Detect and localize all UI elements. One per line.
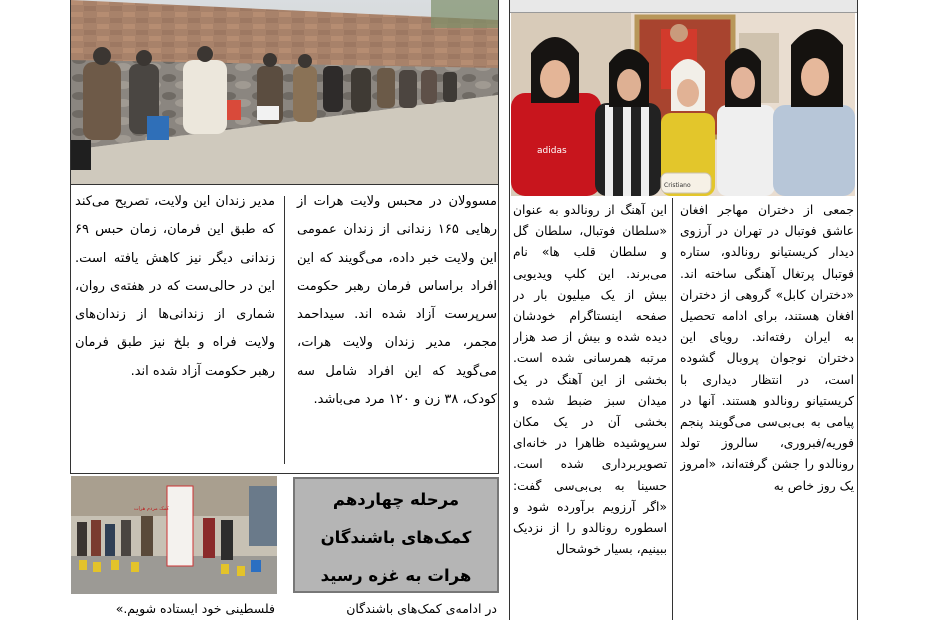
column-divider <box>284 196 285 464</box>
aid-headline-line: هرات به غزه رسید <box>320 566 472 585</box>
aid-headline-line: کمک‌های باشندگان <box>320 528 472 547</box>
column-divider <box>857 0 858 620</box>
aid-article-text: فلسطینی خود ایستاده شویم.» <box>115 601 275 616</box>
cake-text: Cristiano <box>664 182 691 189</box>
section-header-strip <box>509 0 858 13</box>
aid-headline-box <box>293 477 499 593</box>
column-divider <box>509 0 510 620</box>
aid-headline-line: مرحله چهاردهم <box>332 490 460 509</box>
prison-article-column-left <box>75 188 275 468</box>
gaza-aid-photo <box>71 476 277 594</box>
section-divider <box>70 473 499 474</box>
aid-article-snippet-right <box>297 599 497 620</box>
column-divider <box>70 0 71 474</box>
football-article-text: جمعی از دختران مهاجر افغان عاشق فوتبال در تهران در آرزوی دیدار کریستیانو رونالدو، ستاره فوتبال پرتغال آهنگی ساخته اند. «دختران کابل» گروهی از دختران افغان هستند، برای ادامه تحصیل به ایران رفته‌اند. رویای این دختران نوجوان پروبال گشوده است، در انتظار دیداری با کریستیانو رونالدو هستند. آنها در پیامی به بی‌بی‌سی می‌گویند پنجم فوریه/فبروری، سالروز تولد رونالدو را جشن گرفته‌اند، «امروز یک روز خاص به <box>680 203 854 493</box>
prison-article-text: مسوولان در محبس ولایت هرات از رهایی ۱۶۵ زندانی از زندان عمومی این ولایت خبر داده، می‌گویند که این افراد براساس فرمان رهبر حکومت سرپرست آزاد شده اند. سیداحمد مجمر، مدیر زندان ولایت هرات، می‌گوید که این افراد شامل سه کودک، ۳۸ زن و ۱۲۰ مرد می‌باشد. <box>297 194 497 408</box>
football-article-text: این آهنگ از رونالدو به عنوان «سلطان فوتبال، سلطان گل و سلطان قلب ها» نام می‌برند. این کلپ ویدیویی بیش از یک میلیون بار در صفحه اینستاگرام خودشان دیده شده و بیش از صد هزار مرتبه همرسانی شده است. بخشی از این آهنگ در یک میدان سبز ضبط شده و بخشی آن در یک مکان سرپوشیده ظاهرا در خانه‌ای تصویربرداری شده است. حسینا به بی‌بی‌سی گفت: «اگر آرزویم برآورده شود و اسطوره رونالدو را از نزدیک ببینیم، بسیار خوشحال <box>513 203 667 557</box>
prison-article-text: مدیر زندان این ولایت، تصریح می‌کند که طبق این فرمان، زمان حبس ۶۹ زندانی دیگر نیز کاهش یافته است. این در حالی‌ست که در هفته‌ی روان، شماری از زندانی‌ها از زندان‌های ولایت فراه و بلخ نیز طبق فرمان رهبر حکومت آزاد شده اند. <box>75 194 275 379</box>
jersey-brand-text: adidas <box>537 146 567 156</box>
prisoners-release-photo <box>71 0 498 184</box>
section-divider <box>70 184 499 185</box>
afghan-girls-football-photo <box>511 13 855 196</box>
football-article-column-mid <box>513 200 667 620</box>
aid-article-text: در ادامه‌ی کمک‌های باشندگان <box>346 601 497 616</box>
column-divider <box>498 0 499 474</box>
football-article-column-right <box>680 200 854 620</box>
column-divider <box>672 198 673 620</box>
aid-article-snippet-left <box>75 599 275 620</box>
prison-article-column-right <box>297 188 497 468</box>
aid-banner-text: کمک مردم هرات <box>133 506 169 512</box>
